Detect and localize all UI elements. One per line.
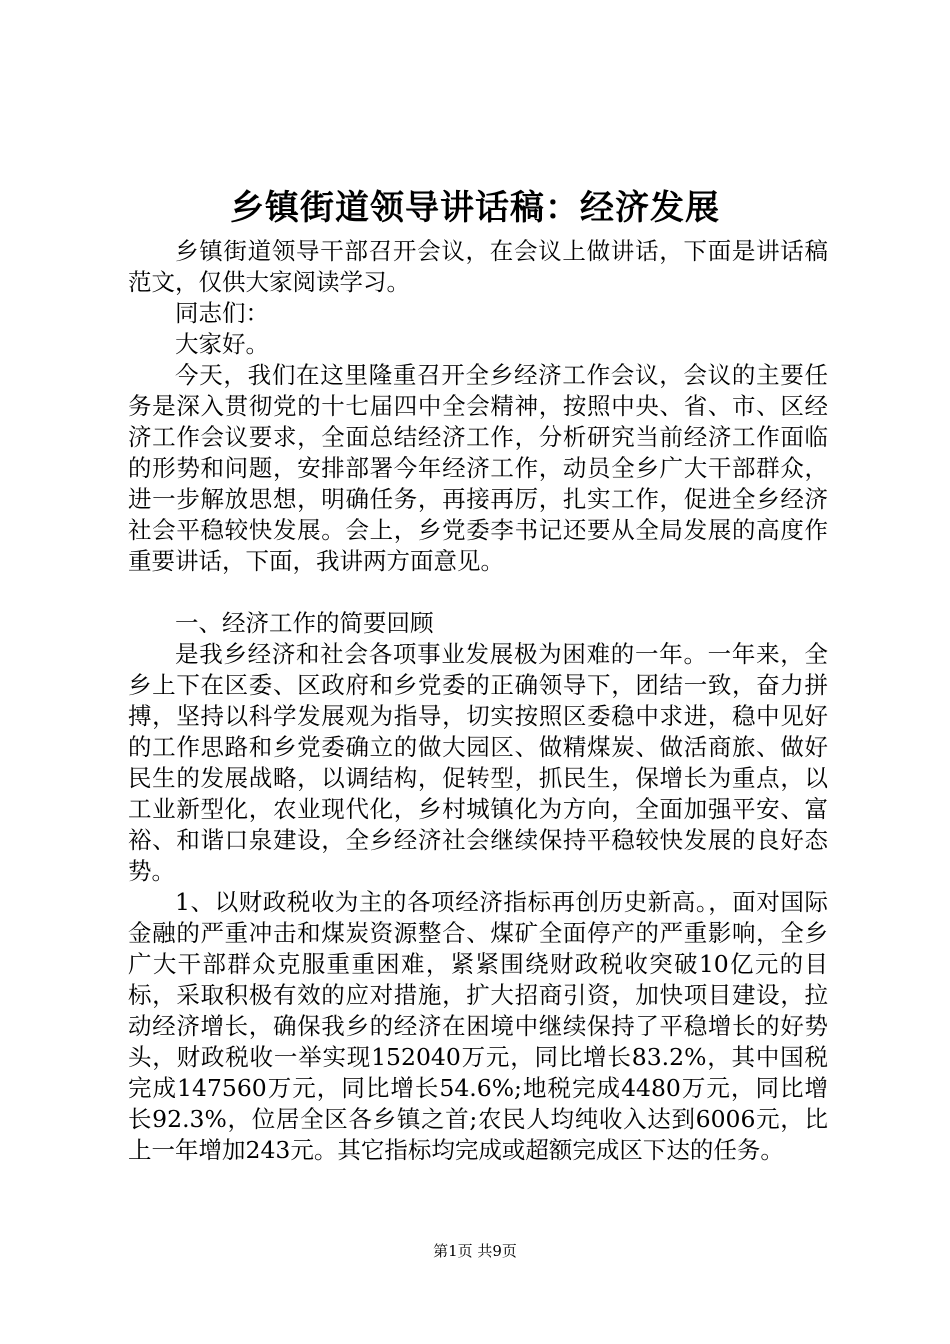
indicator-paragraph: 1、以财政税收为主的各项经济指标再创历史新高。，面对国际金融的严重冲击和煤炭资源整合、煤矿全面停产的严重影响，全乡广大干部群众克服重重困难，紧紧围绕财政税收突破10亿元的目标，采取积极有效的应对措施，扩大招商引资，加快项目建设，拉动经济增长，确保我乡的经济在困境中继续保持了平稳增长的好势头，财政税收一举实现152040万元，同比增长83.2%，其中国税完成147560万元，同比增长54.6%;地税完成4480万元，同比增长92.3%，位居全区各乡镇之首;农民人均纯收入达到6006元，比上一年增加243元。其它指标均完成或超额完成区下达的任务。	[128, 888, 828, 1164]
review-paragraph: 是我乡经济和社会各项事业发展极为困难的一年。一年来，全乡上下在区委、区政府和乡党委的正确领导下，团结一致，奋力拼搏，坚持以科学发展观为指导，切实按照区委稳中求进，稳中见好的工作思路和乡党委确立的做大园区、做精煤炭、做活商旅、做好民生的发展战略，以调结构，促转型，抓民生，保增长为重点，以工业新型化，农业现代化，乡村城镇化为方向，全面加强平安、富裕、和谐口泉建设，全乡经济社会继续保持平稳较快发展的良好态势。	[128, 640, 828, 885]
document-body	[128, 236, 828, 1166]
opening-paragraph: 今天，我们在这里隆重召开全乡经济工作会议，会议的主要任务是深入贯彻党的十七届四中全会精神，按照中央、省、市、区经济工作会议要求，全面总结经济工作，分析研究当前经济工作面临的形势和问题，安排部署今年经济工作，动员全乡广大干部群众，进一步解放思想，明确任务，再接再厉，扎实工作，促进全乡经济社会平稳较快发展。会上，乡党委李书记还要从全局发展的高度作重要讲话，下面，我讲两方面意见。	[128, 361, 828, 575]
intro-paragraph: 乡镇街道领导干部召开会议，在会议上做讲话，下面是讲话稿范文，仅供大家阅读学习。	[128, 237, 828, 296]
greeting-paragraph: 大家好。	[175, 330, 269, 358]
page-footer: 第1页 共9页	[433, 1242, 517, 1260]
salutation-paragraph: 同志们：	[175, 299, 269, 327]
section-heading: 一、经济工作的简要回顾	[175, 609, 434, 637]
document-title: 乡镇街道领导讲话稿：经济发展	[230, 188, 720, 228]
